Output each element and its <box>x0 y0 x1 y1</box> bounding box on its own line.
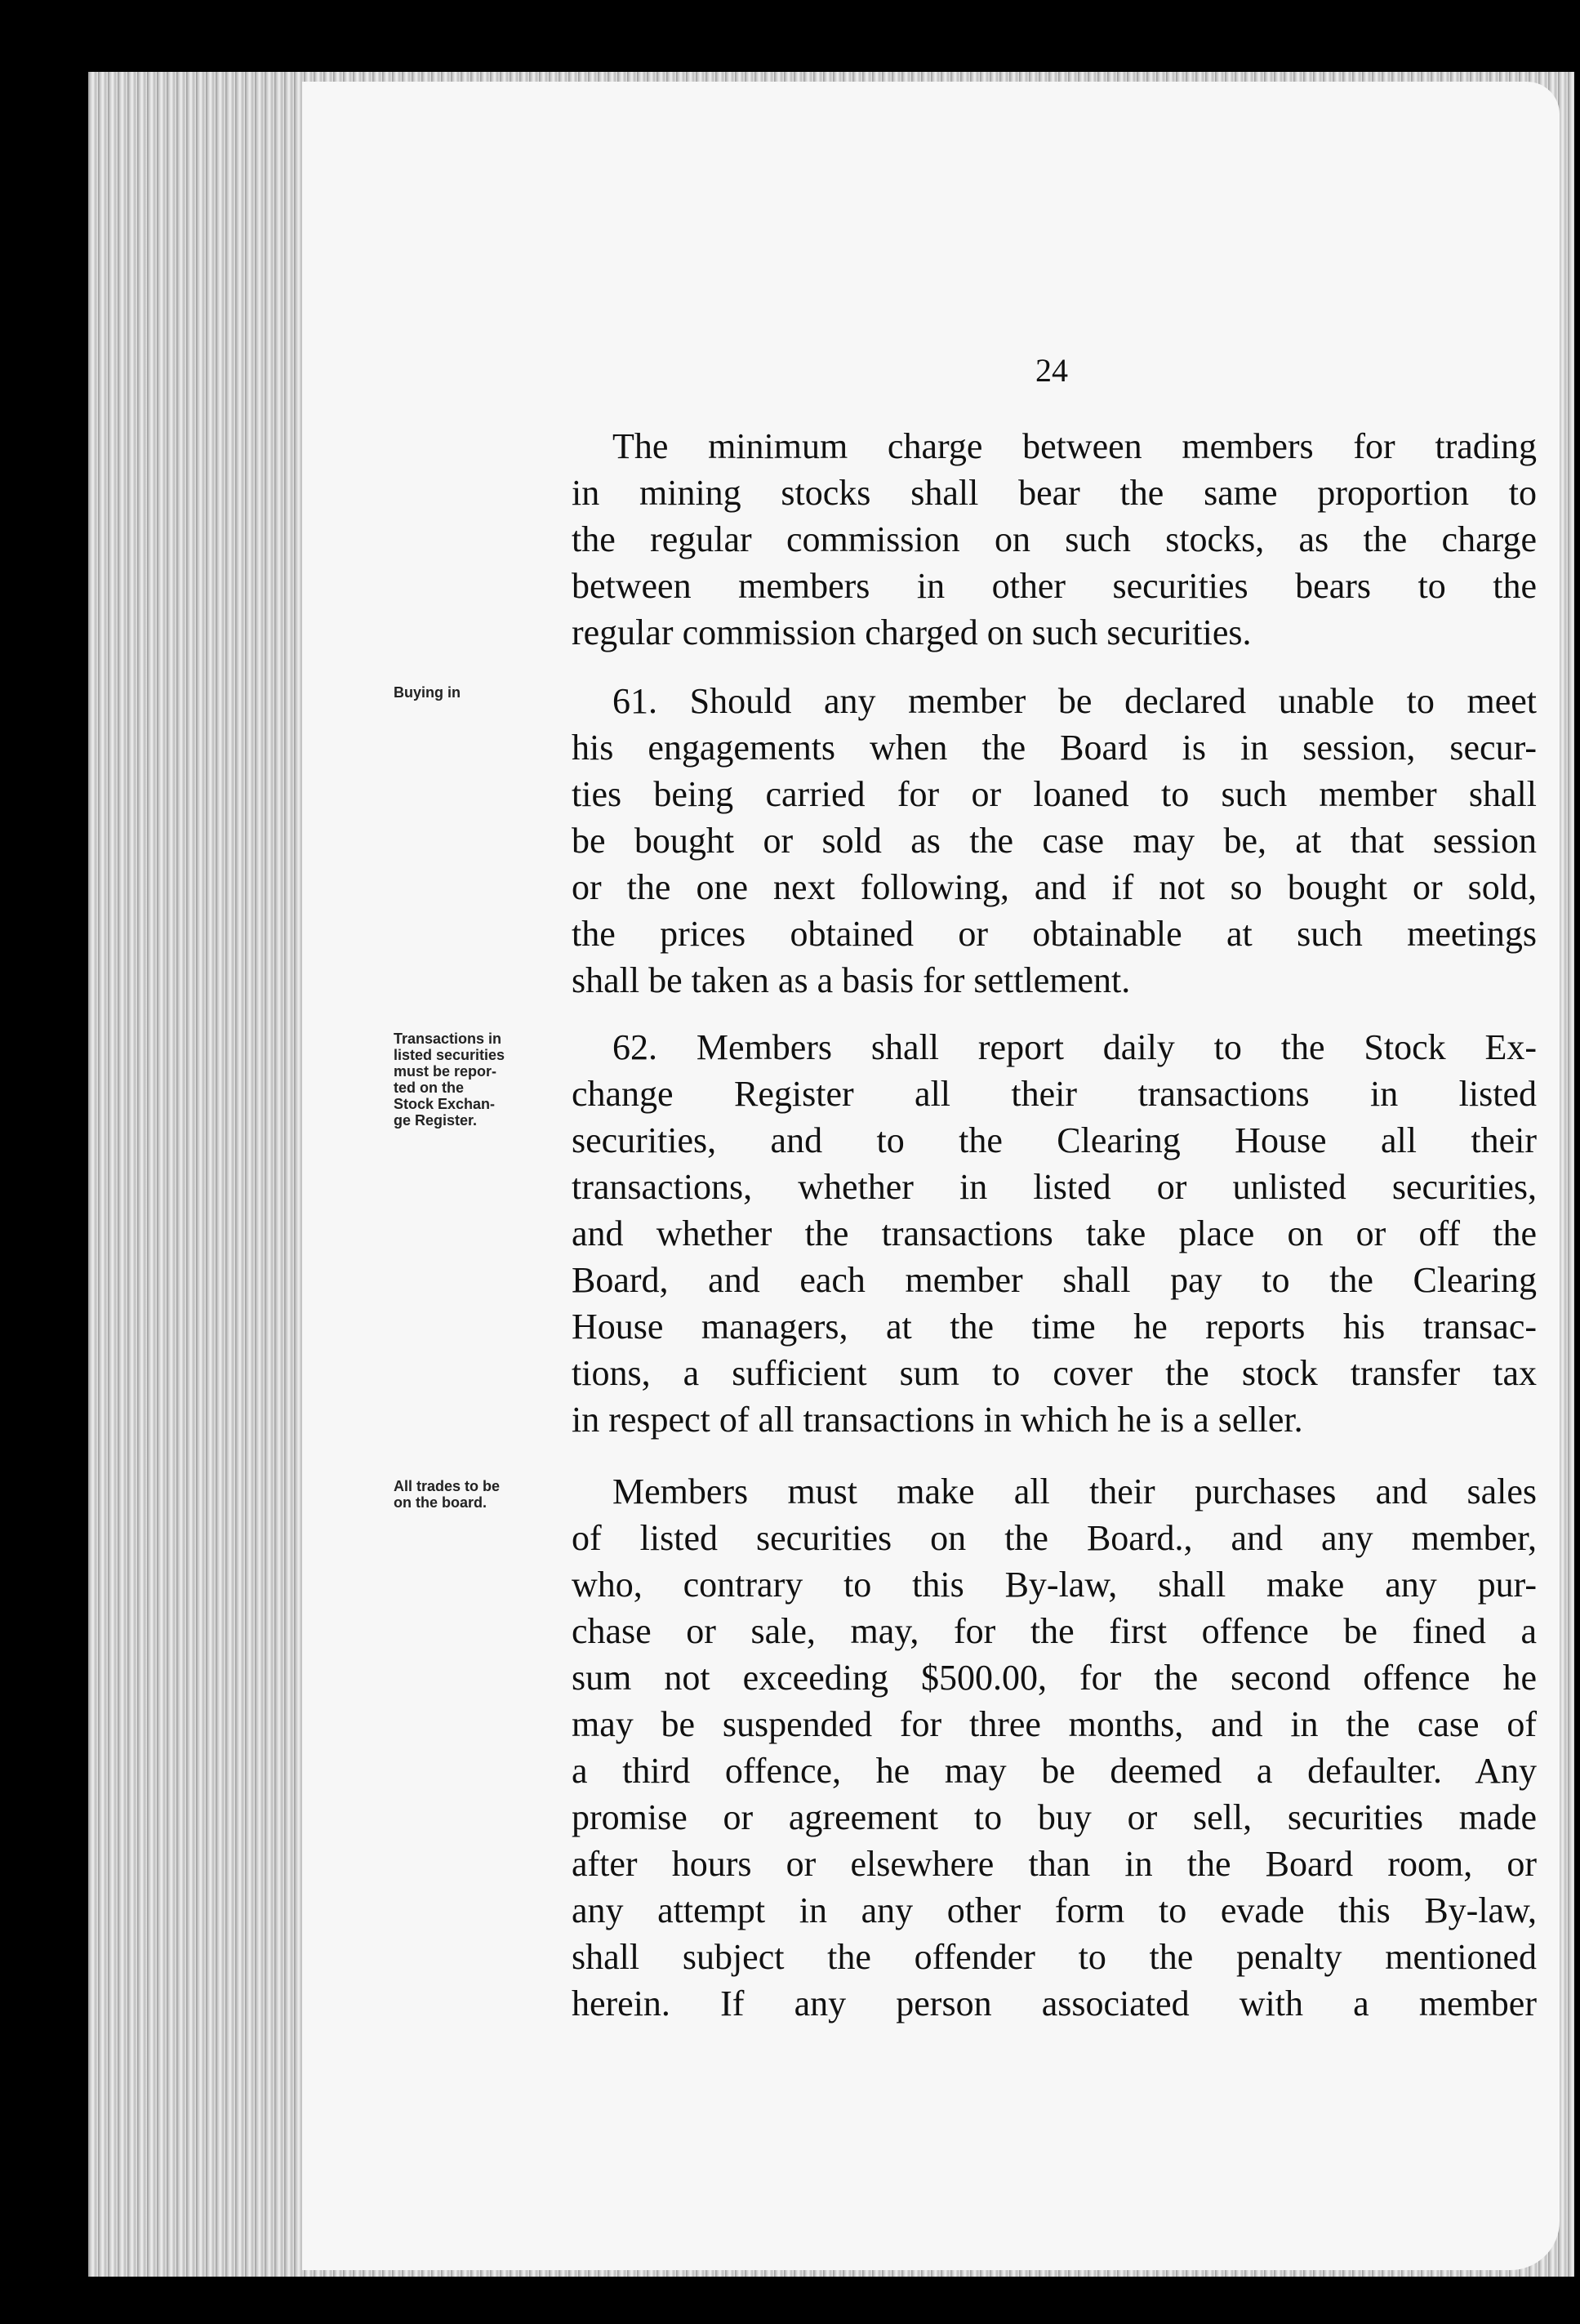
page-number: 24 <box>1035 352 1068 389</box>
paragraph-61 <box>572 678 1537 1004</box>
text-line: regular commission charged on such securities. <box>572 612 1252 652</box>
text-line: Board, and each member shall pay to the Clearing <box>572 1260 1537 1300</box>
margin-note-transactions <box>394 1031 557 1129</box>
text-line: in respect of all transactions in which he is a seller. <box>572 1400 1303 1440</box>
margin-note-line: Transactions in <box>394 1031 502 1047</box>
text-line: sum not exceeding $500.00, for the second offence he <box>572 1658 1537 1698</box>
text-line: who, contrary to this By-law, shall make any pur- <box>572 1565 1537 1605</box>
margin-note-line: listed securities <box>394 1047 505 1063</box>
text-line: a third offence, he may be deemed a defaulter. Any <box>572 1751 1537 1791</box>
margin-note-line: on the board. <box>394 1494 487 1511</box>
text-line: House managers, at the time he reports his transac- <box>572 1307 1537 1347</box>
paragraph-62 <box>572 1024 1537 1443</box>
text-line: may be suspended for three months, and in the case of <box>572 1704 1537 1744</box>
text-line: shall be taken as a basis for settlement. <box>572 960 1131 1000</box>
paragraph-members <box>572 1468 1537 2027</box>
text-line: tions, a sufficient sum to cover the stock transfer tax <box>572 1353 1537 1393</box>
margin-note-buying-in <box>394 684 557 701</box>
text-line: Members must make all their purchases and sales <box>612 1471 1537 1511</box>
margin-note-line: ted on the <box>394 1080 464 1096</box>
text-line: 62. Members shall report daily to the Stock Ex- <box>612 1027 1537 1067</box>
text-line: securities, and to the Clearing House all their <box>572 1120 1537 1160</box>
text-line: any attempt in any other form to evade this By-law, <box>572 1890 1537 1930</box>
margin-note-line: All trades to be <box>394 1478 501 1494</box>
margin-note-line: Stock Exchan- <box>394 1096 496 1112</box>
margin-note-line: ge Register. <box>394 1112 478 1129</box>
text-line: and whether the transactions take place on or off the <box>572 1213 1537 1253</box>
text-line: 61. Should any member be declared unable to meet <box>612 681 1537 721</box>
text-line: in mining stocks shall bear the same proportion to <box>572 473 1537 513</box>
text-line: chase or sale, may, for the first offence be fined a <box>572 1611 1537 1651</box>
text-line: change Register all their transactions in listed <box>572 1074 1537 1114</box>
text-line: or the one next following, and if not so bought or sold, <box>572 867 1537 907</box>
text-line: of listed securities on the Board., and any member, <box>572 1518 1537 1558</box>
text-line: herein. If any person associated with a member <box>572 1983 1537 2023</box>
text-line: transactions, whether in listed or unlisted securities, <box>572 1167 1537 1207</box>
margin-note-line: Buying in <box>394 684 461 701</box>
text-line: the regular commission on such stocks, as the charge <box>572 519 1537 559</box>
text-line: promise or agreement to buy or sell, securities made <box>572 1797 1537 1837</box>
margin-note-all-trades <box>394 1478 557 1511</box>
paragraph-1 <box>572 423 1537 656</box>
margin-note-line: must be repor- <box>394 1063 497 1080</box>
text-line: between members in other securities bears to the <box>572 566 1537 606</box>
text-line: shall subject the offender to the penalty mentioned <box>572 1937 1537 1977</box>
text-line: ties being carried for or loaned to such member shall <box>572 774 1537 814</box>
text-line: The minimum charge between members for trading <box>612 426 1537 466</box>
text-line: be bought or sold as the case may be, at that session <box>572 821 1537 861</box>
text-line: his engagements when the Board is in session, secur- <box>572 728 1537 768</box>
text-line: after hours or elsewhere than in the Board room, or <box>572 1844 1537 1884</box>
text-line: the prices obtained or obtainable at such meetings <box>572 914 1537 954</box>
